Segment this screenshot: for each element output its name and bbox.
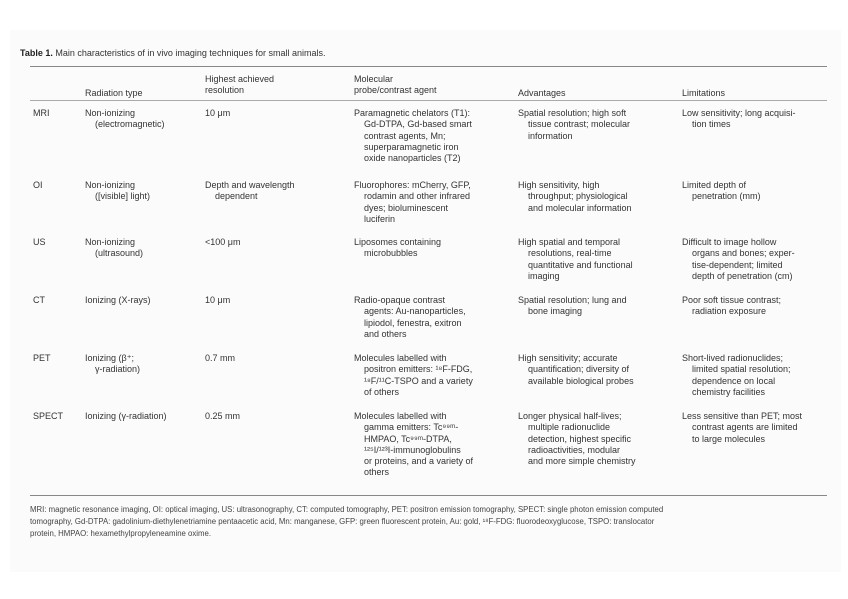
header-probe-agent: Molecular probe/contrast agent: [354, 74, 437, 96]
table-caption: [20, 48, 326, 58]
cell-radiation: Non-ionizing ([visible] light): [85, 180, 151, 202]
cell-limitations: Low sensitivity; long acquisi- tion times: [682, 108, 796, 130]
cell-limitations: Less sensitive than PET; most contrast agents are limited to large molecules: [682, 411, 803, 444]
cell-advantages: High sensitivity, high throughput; physiological and molecular information: [518, 180, 632, 213]
cell-agent: Fluorophores: mCherry, GFP, rodamin and other infrared dyes; bioluminescent luciferin: [354, 180, 471, 224]
table-bottom-rule: [30, 495, 827, 496]
cell-advantages: Longer physical half-lives; multiple radionuclide detection, highest specific radioactivities, modular and more simple chemistry: [518, 411, 636, 467]
cell-resolution: 10 μm: [205, 108, 231, 118]
header-advantages: Advantages: [518, 88, 566, 98]
cell-technique: PET: [33, 353, 51, 363]
cell-limitations: Short-lived radionuclides; limited spatial resolution; dependence on local chemistry facilities: [682, 353, 791, 397]
cell-resolution: <100 μm: [205, 237, 241, 247]
table-header-rule: [30, 100, 827, 101]
cell-limitations: Difficult to image hollow organs and bones; exper- tise-dependent; limited depth of penetration (cm): [682, 237, 795, 281]
cell-agent: Molecules labelled with positron emitters: ¹⁸F-FDG, ¹⁸F/¹¹C-TSPO and a variety of others: [354, 353, 473, 397]
footnote-line: MRI: magnetic resonance imaging, OI: optical imaging, US: ultrasonography, CT: computed tomography, PET: positron emission tomography, SPECT: single photon emission computed: [30, 505, 664, 514]
cell-agent: Molecules labelled with gamma emitters: Tc⁹⁹ᵐ- HMPAO, Tc⁹⁹ᵐ-DTPA, ¹²⁵I/¹²³I-immunoglobulins or proteins, and a variety of others: [354, 411, 474, 478]
cell-resolution: 10 μm: [205, 295, 231, 305]
cell-limitations: Limited depth of penetration (mm): [682, 180, 761, 202]
cell-agent: Liposomes containing microbubbles: [354, 237, 442, 259]
cell-agent: Radio-opaque contrast agents: Au-nanoparticles, lipiodol, fenestra, exitron and others: [354, 295, 466, 339]
cell-technique: US: [33, 237, 46, 247]
cell-advantages: Spatial resolution; lung and bone imaging: [518, 295, 627, 317]
footnote-line: tomography, Gd-DTPA: gadolinium-diethylenetriamine pentaacetic acid, Mn: manganese, GFP: green fluorescent protein, Au: gold, ¹⁸F-FDG: fluorodeoxyglucose, TSPO: translocator: [30, 517, 655, 526]
cell-advantages: High spatial and temporal resolutions, real-time quantitative and functional imaging: [518, 237, 633, 281]
footnote-line: protein, HMPAO: hexamethylpropyleneamine oxime.: [30, 529, 211, 538]
caption-label: Table 1.: [20, 48, 53, 58]
cell-radiation: Ionizing (γ-radiation): [85, 411, 167, 421]
cell-radiation: Non-ionizing (electromagnetic): [85, 108, 165, 130]
cell-radiation: Non-ionizing (ultrasound): [85, 237, 144, 259]
cell-resolution: Depth and wavelength dependent: [205, 180, 295, 202]
cell-technique: CT: [33, 295, 45, 305]
cell-resolution: 0.7 mm: [205, 353, 236, 363]
cell-advantages: High sensitivity; accurate quantification; diversity of available biological probes: [518, 353, 634, 386]
cell-limitations: Poor soft tissue contrast; radiation exposure: [682, 295, 782, 317]
table-top-rule: [30, 66, 827, 67]
header-radiation-type: Radiation type: [85, 88, 143, 98]
cell-resolution: 0.25 mm: [205, 411, 241, 421]
cell-radiation: Ionizing (β⁺; γ-radiation): [85, 353, 141, 375]
header-limitations: Limitations: [682, 88, 726, 98]
caption-text: Main characteristics of in vivo imaging techniques for small animals.: [55, 48, 326, 58]
cell-technique: MRI: [33, 108, 50, 118]
cell-advantages: Spatial resolution; high soft tissue contrast; molecular information: [518, 108, 631, 141]
header-resolution: Highest achieved resolution: [205, 74, 275, 96]
cell-technique: OI: [33, 180, 43, 190]
cell-agent: Paramagnetic chelators (T1): Gd-DTPA, Gd-based smart contrast agents, Mn; superparamagnetic iron oxide nanoparticles (T2): [354, 108, 472, 164]
cell-technique: SPECT: [33, 411, 64, 421]
table-footnote: [30, 504, 830, 540]
cell-radiation: Ionizing (X-rays): [85, 295, 151, 305]
